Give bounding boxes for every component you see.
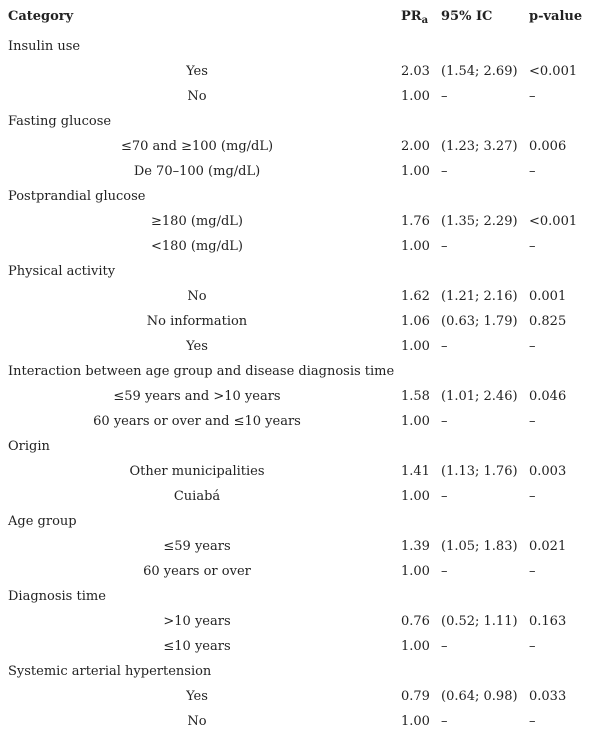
row-pr: 1.06	[401, 314, 430, 329]
row-label: Yes	[186, 339, 208, 354]
table-row	[0, 534, 592, 559]
row-label: No	[187, 89, 207, 104]
row-label: Yes	[186, 64, 208, 79]
table-row	[0, 134, 592, 159]
row-ci: –	[441, 414, 448, 429]
table-row	[0, 234, 592, 259]
table-row	[0, 84, 592, 109]
row-pr: 2.00	[401, 139, 430, 154]
header-category: Category	[8, 9, 74, 24]
row-ci: –	[441, 164, 448, 179]
header-pr-subscript: a	[421, 15, 429, 26]
row-label: 60 years or over and ≤10 years	[93, 414, 301, 429]
table-row	[0, 159, 592, 184]
category-group-title: Age group	[8, 514, 77, 529]
row-pvalue: –	[529, 239, 536, 254]
row-pr: 1.76	[401, 214, 430, 229]
table-row	[0, 709, 592, 734]
row-label: Yes	[186, 689, 208, 704]
row-pvalue: –	[529, 714, 536, 729]
row-pr: 1.41	[401, 464, 430, 479]
row-label: >10 years	[163, 614, 231, 629]
table-row	[0, 309, 592, 334]
row-ci: –	[441, 489, 448, 504]
row-ci: (1.23; 3.27)	[441, 139, 518, 154]
row-pr: 1.00	[401, 339, 430, 354]
row-ci: (1.54; 2.69)	[441, 64, 518, 79]
row-label: ≤10 years	[163, 639, 231, 654]
table-row	[0, 384, 592, 409]
header-pr-main: PR	[401, 9, 422, 24]
row-ci: (1.35; 2.29)	[441, 214, 518, 229]
row-pr: 1.00	[401, 489, 430, 504]
row-pr: 1.58	[401, 389, 430, 404]
category-group-row	[0, 109, 592, 134]
category-group-row	[0, 259, 592, 284]
row-label: Other municipalities	[129, 464, 265, 479]
row-pvalue: –	[529, 164, 536, 179]
table-row	[0, 334, 592, 359]
row-label: De 70–100 (mg/dL)	[133, 164, 261, 179]
category-group-row	[0, 184, 592, 209]
row-ci: –	[441, 564, 448, 579]
table-row	[0, 59, 592, 84]
category-group-row	[0, 584, 592, 609]
row-pvalue: <0.001	[529, 64, 578, 79]
table-body	[0, 34, 592, 734]
category-group-row	[0, 34, 592, 59]
row-ci: –	[441, 339, 448, 354]
row-ci: (1.05; 1.83)	[441, 539, 518, 554]
category-group-title: Fasting glucose	[8, 114, 112, 129]
row-pvalue: 0.033	[529, 689, 567, 704]
row-label: No information	[146, 314, 248, 329]
category-group-title: Systemic arterial hypertension	[8, 664, 212, 679]
table-row	[0, 559, 592, 584]
row-pvalue: –	[529, 639, 536, 654]
row-ci: (1.01; 2.46)	[441, 389, 518, 404]
row-pvalue: 0.001	[529, 289, 567, 304]
header-pr	[401, 0, 428, 35]
row-label: Cuiabá	[173, 489, 221, 504]
row-pr: 1.00	[401, 414, 430, 429]
row-ci: –	[441, 714, 448, 729]
row-pvalue: 0.163	[529, 614, 567, 629]
table-row	[0, 684, 592, 709]
row-pr: 1.62	[401, 289, 430, 304]
row-label: <180 (mg/dL)	[151, 239, 243, 254]
table-row	[0, 209, 592, 234]
category-group-title: Insulin use	[8, 39, 81, 54]
category-group-title: Postprandial glucose	[8, 189, 146, 204]
row-label: ≥180 (mg/dL)	[151, 214, 243, 229]
category-group-row	[0, 659, 592, 684]
row-pvalue: <0.001	[529, 214, 578, 229]
table-row	[0, 634, 592, 659]
category-group-title: Physical activity	[8, 264, 116, 279]
row-pvalue: –	[529, 89, 536, 104]
row-label: ≤59 years and >10 years	[113, 389, 281, 404]
row-pvalue: 0.003	[529, 464, 567, 479]
category-group-title: Interaction between age group and disease diagnosis time	[8, 364, 395, 379]
row-label: 60 years or over	[143, 564, 251, 579]
table-header	[0, 0, 592, 34]
category-group-title: Origin	[8, 439, 50, 454]
row-pr: 1.39	[401, 539, 430, 554]
row-pr: 1.00	[401, 239, 430, 254]
row-label: ≤70 and ≥100 (mg/dL)	[120, 139, 274, 154]
row-ci: (1.21; 2.16)	[441, 289, 518, 304]
table-row	[0, 484, 592, 509]
row-pvalue: 0.825	[529, 314, 567, 329]
header-ic: 95% IC	[441, 9, 493, 24]
row-pr: 2.03	[401, 64, 430, 79]
row-ci: (0.52; 1.11)	[441, 614, 518, 629]
table-row	[0, 459, 592, 484]
row-pvalue: –	[529, 564, 536, 579]
row-label: No	[187, 289, 207, 304]
row-ci: (1.13; 1.76)	[441, 464, 518, 479]
row-pvalue: 0.046	[529, 389, 567, 404]
row-pr: 0.76	[401, 614, 430, 629]
row-pvalue: 0.006	[529, 139, 567, 154]
row-pr: 0.79	[401, 689, 430, 704]
row-ci: –	[441, 239, 448, 254]
category-group-row	[0, 434, 592, 459]
row-pr: 1.00	[401, 639, 430, 654]
row-pr: 1.00	[401, 714, 430, 729]
row-pr: 1.00	[401, 89, 430, 104]
table-row	[0, 609, 592, 634]
row-ci: (0.63; 1.79)	[441, 314, 518, 329]
category-group-row	[0, 359, 592, 384]
row-ci: (0.64; 0.98)	[441, 689, 518, 704]
row-pvalue: –	[529, 489, 536, 504]
row-pvalue: –	[529, 414, 536, 429]
row-pvalue: 0.021	[529, 539, 567, 554]
category-group-row	[0, 509, 592, 534]
row-pr: 1.00	[401, 164, 430, 179]
table-row	[0, 409, 592, 434]
row-label: ≤59 years	[163, 539, 231, 554]
category-group-title: Diagnosis time	[8, 589, 106, 604]
row-ci: –	[441, 89, 448, 104]
table-row	[0, 284, 592, 309]
row-pvalue: –	[529, 339, 536, 354]
row-ci: –	[441, 639, 448, 654]
header-pvalue: p-value	[529, 9, 583, 24]
row-pr: 1.00	[401, 564, 430, 579]
row-label: No	[187, 714, 207, 729]
